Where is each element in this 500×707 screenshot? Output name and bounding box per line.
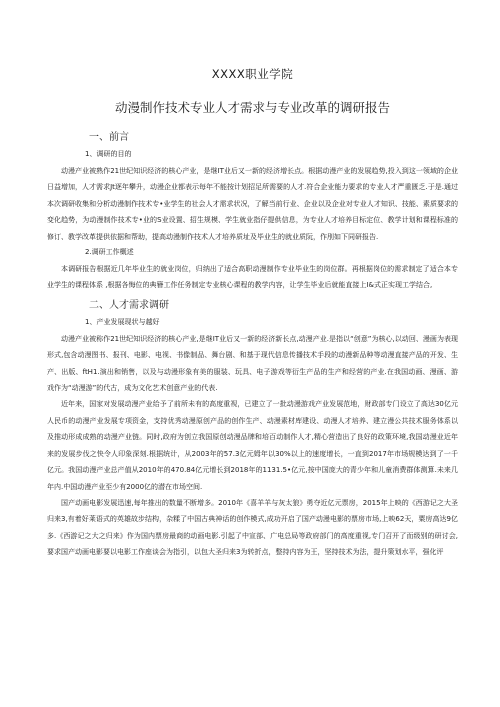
section-heading-demand: 二、人才需求调研 xyxy=(89,299,169,311)
paragraph-industry: 动漫产业被称作21世纪知识经济的核心产业,是继IT业后又一新的经济新长点,动漫产业.是指以“创意”为核心,以动回、漫画为表现形式,包含动漫图书、报刊、电影、电视、书像制品、舞台剧、和基于现代信息传播技术手段的动漫新品种等动漫直接产品的开发、生产、出版、ftH1.演出和销售，以及与动漫形象有美的服装、玩具、电子游戏等衍生产品的生产和经营的产业.在我国动画、漫画、游戏作为“动漫游”的代古，成为文化艺术创意产业的代表. xyxy=(47,334,458,393)
paragraph-film: 国产动画电影发展迅速,每年推出的数量不断增多。2010年《喜羊羊与灰太狼》勇夺近亿元票房，2015年上映的《西游记之大圣归来3,有着好莱语式的英雄故步结构，杂糅了中国古典神话的创作模式,成功开启了国产动漫电影的票房市场,上映62天，粟房高达9亿多.《西游记之大之归来》作为国内票房最商的动画电影.引起了中宣部、广电总局等政府部门的高度重视,专门召开了而级别的研讨会,要求国产动画电影要以电影工作座谈会为指引，以包大圣归来3为转折点，整持内容为王，坚持技术为法，提升策划水平，强化评 xyxy=(47,498,458,557)
report-title: 动漫制作技术专业人才需求与专业改革的调研报告 xyxy=(114,100,390,115)
subheading-industry: 1、产业发展现状与越好 xyxy=(85,317,160,326)
paragraph-purpose: 动漫产业被熟作21世纪知识经济的核心产业，是继IT业后又一新的经济增长点。根据动漫产业的发展趋势,投入到这一领域的企业日益增加，人才需求Jt逐年攀升，动漫企业都表示每年不能按计划招足所需要的人才.符合企业能力要求的专业人才严重匮乏.于是.通过本次调研收集和分析动漫制作技术专•业学生的社会人才需求状况，了解当前行业、企业以及企业对专业人才知识、技能、素质要求的变化趋势，为动漫制作技术专•业的S业设置、招生规模、学生就业指仔提供信息，为专业人才培养目标定位、教学计划和课程标准的修订、教学改革提供依据和帮助，提高动漫制作技术人才培养质址及毕业生的就业质阮，作刖如下同研报告. xyxy=(47,167,458,241)
paragraph-overview: 本调研报告根据近几年毕业生的就业岗位，归纳出了适合高职动漫制作专业毕业生的岗位群。再根据岗位的需求制定了适合本专业学生的课程体系 ,根据各悔位的典簪工作任务制定专业核心课程的教学内容，让学生毕业后就能直接上I&式正实现工学结合, xyxy=(47,265,458,290)
section-heading-preface: 一、前言 xyxy=(89,132,129,143)
subheading-overview: 2.调研工作概述 xyxy=(85,248,134,257)
institution-name: XXXX职业学院 xyxy=(211,67,294,81)
subheading-purpose: 1、调研的目的 xyxy=(85,150,132,158)
paragraph-policy: 近年来，国家对发展动漫产业给予了前所未有的高度重视，已建立了一批动漫游戏产业发展范地，财政部专门设立了高达30亿元人民币的动漫产业发展专项资金，支持优秀动漫原创产品的创作生产、动漫素材库建设、动漫人才培养、建立漫公共技术服务体系以及推动形成成熟的动漫产业链。同时,政府为创立我国原创动漫品牌和培百动制作人才,精心营造出了良好的政策环境,我国动漫业近年来的发展步伐之快令人印象深刻.根据统计，从2003年的57.3亿元姆年以30%以上的速度增长，一直到2017年市场规模达到了一千亿元。我国动漫产业总产值从2010年的470.84亿元增长到2018年的1131.5•亿元,按中国庞大的青少年和儿童消费群体测算.未来几年内.中国动漫产业至少有2000亿的潜在市场空间. xyxy=(47,400,458,491)
